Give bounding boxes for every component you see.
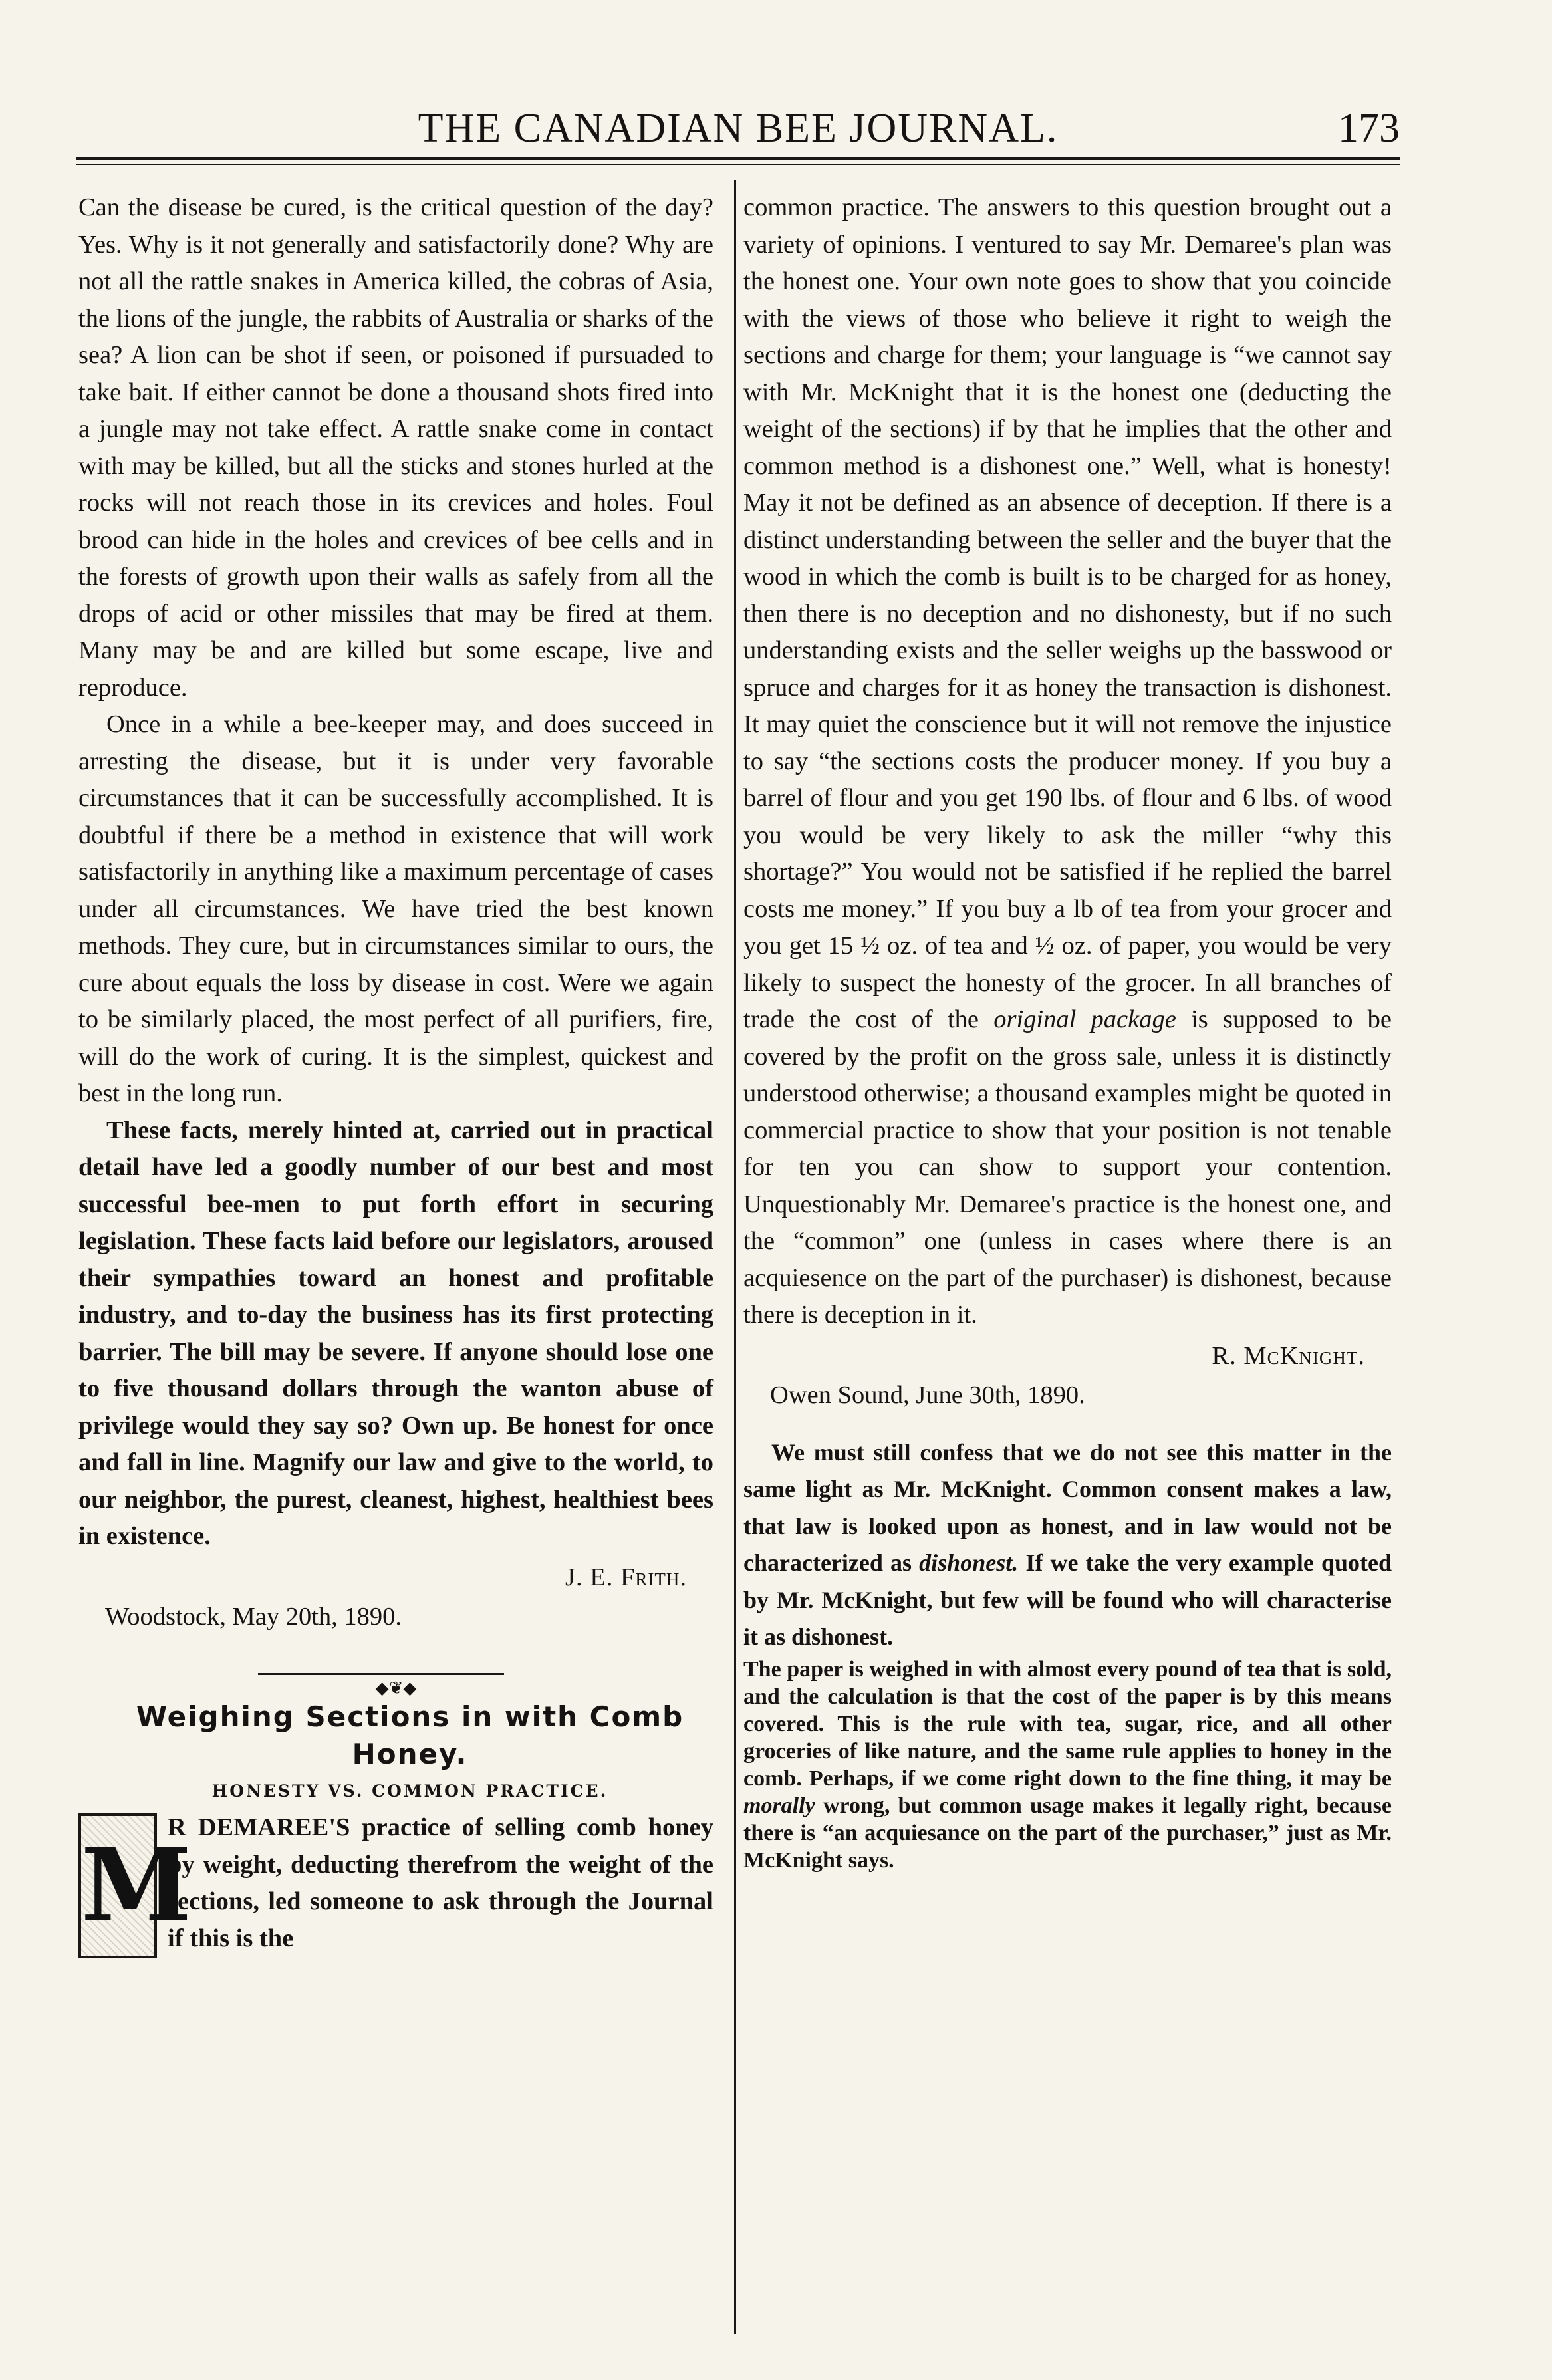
paragraph: R DEMAREE'S practice of selling comb honey by weight, deducting therefrom the weight of the sections, led someone to ask through the Journal if this is the	[168, 1813, 713, 1952]
paragraph-text: wrong, but common usage makes it legally right, because there is “an acquiesance on the part of the purchaser,” just as Mr. McKnight says.	[743, 1793, 1392, 1873]
article-title-continued: Honey.	[352, 1737, 468, 1770]
article-opening	[78, 1809, 713, 1957]
bold-section	[78, 1113, 713, 1555]
ornament-line	[258, 1673, 504, 1675]
left-column	[78, 190, 713, 1958]
paragraph-text: The paper is weighed in with almost every pound of tea that is sold, and the calculation is that the cost of the paper is by this means covered. This is the rule with tea, sugar, rice, and all other groceries of like nature, and the same rule applies to honey in the comb. Perhaps, if we come right down to the fine thing, it may be	[743, 1656, 1392, 1791]
page-header	[76, 100, 1400, 160]
paragraph	[743, 190, 1392, 1334]
header-rule-thin	[76, 164, 1400, 165]
editor-note	[743, 1434, 1392, 1874]
paragraph	[743, 1434, 1392, 1656]
paragraph: Can the disease be cured, is the critical question of the day? Yes. Why is it not generally and satisfactorily done? Why are not all the rattle snakes in America killed, the cobras of Asia, the lions of the jungle, the rabbits of Australia or sharks of the sea? A lion can be shot if seen, or poisoned if pursuaded to take bait. If either cannot be done a thousand shots fired into a jungle may not take effect. A rattle snake come in contact with may be killed, but all the sticks and stones hurled at the rocks will not reach those in its crevices and holes. Foul brood can hide in the holes and crevices of bee cells and in the forests of growth upon their walls as safely from all the drops of acid or other missiles that may be fired at them. Many may be and are killed but some escape, live and reproduce.	[78, 194, 713, 702]
signature: R. McKnight.	[1212, 1341, 1365, 1370]
paragraph-text: common practice. The answers to this question brought out a variety of opinions. I ventured to say Mr. Demaree's plan was the honest one. Your own note goes to show that you coincide with the views of those who believe it right to weigh the sections and charge for them; your language is “we cannot say with Mr. McKnight that it is the honest one (deducting the weight of the sections) if by that he implies that the other and common method is a dishonest one.” Well, what is honesty! May it not be defined as an absence of deception. If there is a distinct understanding between the seller and the buyer that the wood in which the comb is built is to be charged for as honey, then there is no deception and no dishonesty, but if no such understanding exists and the seller weighs up the basswood or spruce and charges for it as honey the transaction is dishonest. It may quiet the conscience but it will not remove the injustice to say “the sections costs the producer money. If you buy a barrel of flour and you get 190 lbs. of flour and 6 lbs. of wood you would be very likely to ask the miller “why this shortage?” You would not be satisfied if he replied the barrel costs me money.” If you buy a lb of tea from your grocer and you get 15 ½ oz. of tea and ½ oz. of paper, you would be very likely to suspect the honesty of the grocer. In all branches of trade the cost of the	[743, 194, 1392, 1033]
signature: J. E. Frith.	[565, 1563, 687, 1591]
journal-title: THE CANADIAN BEE JOURNAL.	[418, 106, 1059, 151]
right-column	[743, 190, 1392, 1874]
emphasis-text: original package	[993, 1005, 1176, 1033]
column-divider	[734, 180, 736, 2334]
article-subtitle: HONESTY VS. COMMON PRACTICE.	[211, 1781, 608, 1801]
emphasis-text: dishonest.	[919, 1549, 1019, 1576]
paragraph-text: We must still confess that we do not see this matter in the same light as Mr. McKnight. Common consent makes a law, that law is looked upon as honest, and in law would not be characterized as	[743, 1438, 1392, 1576]
paragraph	[743, 1656, 1392, 1874]
paragraph-text: If we take the very example quoted by Mr. McKnight, but few will be found who will characterise it as dishonest.	[743, 1549, 1392, 1650]
article-title: Weighing Sections in with Comb	[136, 1700, 684, 1733]
paragraph: Once in a while a bee-keeper may, and does succeed in arresting the disease, but it is under very favorable circumstances that it can be successfully accomplished. It is doubtful if there be a method in existence that will work satisfactorily in anything like a maximum percentage of cases under all circumstances. We have tried the best known methods. They cure, but in circumstances similar to ours, the cure about equals the loss by disease in cost. Were we again to be similarly placed, the most perfect of all purifiers, fire, will do the work of curing. It is the simplest, quickest and best in the long run.	[78, 710, 713, 1107]
header-rule-thick	[76, 157, 1400, 160]
emphasis-text: morally	[743, 1793, 815, 1818]
place-date: Woodstock, May 20th, 1890.	[105, 1603, 402, 1631]
paragraph-text: is supposed to be covered by the profit on the gross sale, unless it is distinctly understood otherwise; a thousand examples might be quoted in commercial practice to show that your position is not tenable for ten you can show to support your contention. Unquestionably Mr. Demaree's practice is the honest one, and the “common” one (unless in cases where there is an acquiesence on the part of the purchaser) is dishonest, because there is deception in it.	[743, 1005, 1392, 1329]
section-divider-ornament	[78, 1668, 713, 1698]
place-date: Owen Sound, June 30th, 1890.	[770, 1381, 1085, 1409]
paragraph: These facts, merely hinted at, carried out in practical detail have led a goodly number of our best and most successful bee-men to put forth effort in securing legislation. These facts laid before our legislators, aroused their sympathies toward an honest and profitable industry, and to-day the business has its first protecting barrier. The bill may be severe. If anyone should lose one to five thousand dollars through the wanton abuse of privilege would they say so? Own up. Be honest for once and fall in line. Magnify our law and give to the world, to our neighbor, the purest, cleanest, highest, healthiest bees in existence.	[78, 1116, 713, 1550]
page-number: 173	[1338, 106, 1400, 151]
drop-cap: M	[78, 1813, 157, 1958]
ornament-icon: ◆❦◆	[369, 1682, 424, 1695]
